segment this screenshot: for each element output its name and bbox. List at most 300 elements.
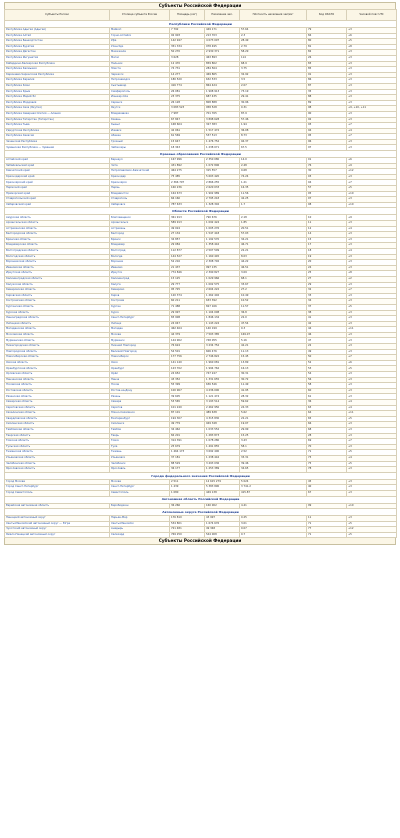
capital-name[interactable]: Ульяновск (110, 455, 170, 461)
timezone-value: +3 (347, 299, 397, 305)
timezone-value: +3 (347, 422, 397, 428)
subject-name[interactable]: Пензенская область (5, 377, 110, 383)
subject-name[interactable]: Воронежская область (5, 260, 110, 266)
okato-code: 71 (307, 450, 347, 456)
subject-name[interactable]: Калининградская область (5, 276, 110, 282)
area-value: 721 481 (170, 527, 205, 533)
population-value: 1 078 280 (205, 439, 240, 445)
capital-name[interactable]: Нижний Новгород (110, 344, 170, 350)
capital-name[interactable]: Улан-Удэ (110, 44, 170, 50)
density-value: 57.64 (240, 28, 307, 34)
okato-code: 89 (307, 100, 347, 106)
subject-name[interactable]: Краснодарский край (5, 174, 110, 180)
timezone-value: +3 (347, 433, 397, 439)
capital-name[interactable]: Саранск (110, 100, 170, 106)
population-value: 537 513 (205, 134, 240, 140)
subject-name[interactable]: Ханты-Мансийский автономный округ — Югра (5, 521, 110, 527)
column-header-population[interactable]: Население чел. (205, 10, 240, 21)
capital-name[interactable]: Екатеринбург (110, 416, 170, 422)
section-heading[interactable]: Краевые образования Российской Федерации (5, 151, 397, 158)
capital-name[interactable]: Ярославль (110, 467, 170, 473)
capital-name[interactable]: Саратов (110, 405, 170, 411)
capital-name[interactable]: Омск (110, 360, 170, 366)
timezone-value: +3 (347, 139, 397, 145)
population-value: 327 383 (205, 123, 240, 129)
subject-name[interactable]: Вологодская область (5, 254, 110, 260)
capital-name[interactable]: Санкт-Петербург (110, 316, 170, 322)
subject-name[interactable]: Костромская область (5, 299, 110, 305)
capital-name[interactable]: Волгоград (110, 248, 170, 254)
section-heading-row (5, 151, 397, 158)
subject-name[interactable]: Республика Карелия (5, 78, 110, 84)
area-value: 18 343 (170, 145, 205, 151)
capital-name[interactable]: Санкт-Петербург (110, 485, 170, 491)
area-value: 84 201 (170, 433, 205, 439)
capital-name[interactable]: Ханты-Мансийск (110, 521, 170, 527)
capital-name[interactable]: Грозный (110, 139, 170, 145)
capital-name[interactable]: Кострома (110, 299, 170, 305)
density-value: 33.31 (240, 455, 307, 461)
capital-name[interactable]: Чебоксары (110, 145, 170, 151)
density-value: 1.94 (240, 123, 307, 129)
area-value: 23 375 (170, 95, 205, 101)
subject-name[interactable]: Красноярский край (5, 180, 110, 186)
timezone-value: +10 (347, 202, 397, 208)
capital-name[interactable]: Иркутск (110, 271, 170, 277)
capital-name[interactable]: Смоленск (110, 422, 170, 428)
capital-name[interactable]: Ставрополь (110, 197, 170, 203)
capital-name[interactable]: Москва (110, 332, 170, 338)
subject-name[interactable]: Рязанская область (5, 394, 110, 400)
area-value: 774 846 (170, 271, 205, 277)
capital-name[interactable]: Горно-Алтайск (110, 33, 170, 39)
subject-name[interactable]: Челябинская область (5, 461, 110, 467)
subject-name[interactable]: Амурская область (5, 215, 110, 221)
okato-code: 05 (307, 191, 347, 197)
subject-name[interactable]: Республика Саха (Якутия) (5, 106, 110, 112)
capital-name[interactable]: Петрозаводск (110, 78, 170, 84)
area-value: 43 352 (170, 377, 205, 383)
capital-name[interactable]: Владимир (110, 243, 170, 249)
timezone-value: +9, +10, +11 (347, 106, 397, 112)
density-value: 3.01 (240, 521, 307, 527)
okato-code: 01 (307, 158, 347, 164)
capital-name[interactable]: Пенза (110, 377, 170, 383)
subject-name[interactable]: Новосибирская область (5, 355, 110, 361)
subject-name[interactable]: Саратовская область (5, 405, 110, 411)
subject-name[interactable]: Орловская область (5, 372, 110, 378)
capital-name[interactable]: Красноярск (110, 180, 170, 186)
area-value: 42 061 (170, 128, 205, 134)
subject-name[interactable]: Республика Мордовия (5, 100, 110, 106)
subject-name[interactable]: Кабардино-Балкарская Республика (5, 61, 110, 67)
capital-name[interactable]: Биробиджан (110, 503, 170, 509)
subject-name[interactable]: Магаданская область (5, 327, 110, 333)
subject-name[interactable]: Самарская область (5, 400, 110, 406)
capital-name[interactable]: Кемерово (110, 288, 170, 294)
okato-code: 19 (307, 254, 347, 260)
subject-name[interactable]: Липецкая область (5, 321, 110, 327)
subject-name[interactable]: Курганская область (5, 304, 110, 310)
population-value: 747 247 (205, 372, 240, 378)
subject-name[interactable]: Приморский край (5, 191, 110, 197)
density-value: 46.71 (240, 243, 307, 249)
timezone-value: +5 (347, 450, 397, 456)
subject-name[interactable]: Белгородская область (5, 232, 110, 238)
capital-name[interactable]: Калуга (110, 282, 170, 288)
capital-name[interactable]: Севастополь (110, 490, 170, 496)
population-value: 748 055 (205, 338, 240, 344)
capital-name[interactable]: Уфа (110, 39, 170, 45)
section-heading[interactable]: Автономная область Российской Федерации (5, 496, 397, 503)
okato-code: 42 (307, 321, 347, 327)
subject-name[interactable]: Кировская область (5, 293, 110, 299)
capital-name[interactable]: Пермь (110, 186, 170, 192)
density-value: 22.21 (240, 416, 307, 422)
area-value: 180 520 (170, 78, 205, 84)
density-value: 14.0 (240, 158, 307, 164)
okato-code: 94 (307, 128, 347, 134)
subject-name[interactable]: Тюменская область (5, 450, 110, 456)
subject-name[interactable]: Еврейская автономная область (5, 503, 110, 509)
area-value: 53 565 (170, 400, 205, 406)
capital-name[interactable]: Благовещенск (110, 215, 170, 221)
capital-name[interactable]: Чита (110, 163, 170, 169)
capital-name[interactable]: Элиста (110, 67, 170, 73)
okato-code: 53 (307, 366, 347, 372)
area-value: 1 464 173 (170, 450, 205, 456)
subject-name[interactable]: Город Севастополь (5, 490, 110, 496)
capital-name[interactable]: Майкоп (110, 28, 170, 34)
okato-code: 20 (307, 260, 347, 266)
area-value: 462 464 (170, 327, 205, 333)
timezone-value: +3 (347, 83, 397, 89)
subject-name[interactable]: Оренбургская область (5, 366, 110, 372)
area-value: 34 857 (170, 237, 205, 243)
okato-code: 93 (307, 123, 347, 129)
capital-name[interactable]: Якутск (110, 106, 170, 112)
subject-name[interactable]: Владимирская область (5, 243, 110, 249)
subject-name[interactable]: Республика Марий Эл (5, 95, 110, 101)
column-header-area[interactable]: Площадь (км²) (170, 10, 205, 21)
density-value: 13.89 (240, 360, 307, 366)
subject-name[interactable]: Камчатский край (5, 169, 110, 175)
subject-name[interactable]: Волгоградская область (5, 248, 110, 254)
subject-name[interactable]: Ивановская область (5, 265, 110, 271)
okato-code: 75 (307, 461, 347, 467)
section-heading[interactable]: Города федерального значения Российской Федерации (5, 472, 397, 479)
density-value: 4.41 (240, 503, 307, 509)
okato-code: 22 (307, 344, 347, 350)
population-value: 701 765 (205, 111, 240, 117)
okato-code: 66 (307, 422, 347, 428)
capital-name[interactable]: Петропавловск-Камчатский (110, 169, 170, 175)
density-value: 47.54 (240, 321, 307, 327)
column-header-capital[interactable]: Столица субъекта России (110, 10, 170, 21)
timezone-value: +4 (347, 226, 397, 232)
capital-name[interactable]: Магадан (110, 327, 170, 333)
subject-name[interactable]: Нижегородская область (5, 344, 110, 350)
capital-name[interactable]: Курск (110, 310, 170, 316)
subject-name[interactable]: Архангельская область (5, 221, 110, 227)
table-row (5, 532, 397, 538)
area-value: 92 903 (170, 33, 205, 39)
okato-code: 47 (307, 338, 347, 344)
capital-name[interactable]: Архангельск (110, 221, 170, 227)
timezone-value: +8 (347, 44, 397, 50)
capital-name[interactable]: Калининград (110, 276, 170, 282)
subject-name[interactable]: Республика Бурятия (5, 44, 110, 50)
okato-code: 44 (307, 327, 347, 333)
area-value: 24 047 (170, 321, 205, 327)
area-value: 75 485 (170, 174, 205, 180)
density-value: 2.18 (240, 215, 307, 221)
population-value: 449 138 (205, 490, 240, 496)
capital-name[interactable]: Астрахань (110, 226, 170, 232)
timezone-value: +3 (347, 232, 397, 238)
capital-name[interactable]: Иваново (110, 265, 170, 271)
capital-name[interactable]: Владивосток (110, 191, 170, 197)
subject-name[interactable]: Республика Ингушетия (5, 55, 110, 61)
density-value: 30.31 (240, 372, 307, 378)
population-value: 2 462 950 (205, 405, 240, 411)
subject-name[interactable]: Калужская область (5, 282, 110, 288)
subject-name[interactable]: Город Санкт-Петербург (5, 485, 110, 491)
population-value: 1 002 575 (205, 282, 240, 288)
population-value: 284 564 (205, 67, 240, 73)
subject-name[interactable]: Республика Коми (5, 83, 110, 89)
capital-name[interactable]: Рязань (110, 394, 170, 400)
area-value: 361 913 (170, 215, 205, 221)
subject-name[interactable]: Мурманская область (5, 338, 110, 344)
capital-name[interactable]: Оренбург (110, 366, 170, 372)
capital-name[interactable]: Липецк (110, 321, 170, 327)
area-value: 2 366 797 (170, 180, 205, 186)
timezone-value: +3 (347, 260, 397, 266)
capital-name[interactable]: Симферополь (110, 89, 170, 95)
subject-name[interactable]: Республика Алтай (5, 33, 110, 39)
subject-name[interactable]: Республика Хакасия (5, 134, 110, 140)
column-header-timezone[interactable]: Часовой пояс UTC (347, 10, 397, 21)
okato-code: 11 (307, 516, 347, 522)
subject-name[interactable]: Республика Северная Осетия — Алания (5, 111, 110, 117)
capital-name[interactable]: Томск (110, 439, 170, 445)
subject-name[interactable]: Брянская область (5, 237, 110, 243)
column-header-subject[interactable]: Субъекты России (5, 10, 110, 21)
column-header-density[interactable]: Плотность населения чел/км² (240, 10, 307, 21)
subject-name[interactable]: Чеченская Республика (5, 139, 110, 145)
okato-code: 90 (307, 111, 347, 117)
subject-name[interactable]: Республика Башкортостан (5, 39, 110, 45)
capital-name[interactable]: Нарьян-Мар (110, 516, 170, 522)
population-value: 3 234 752 (205, 344, 240, 350)
subject-name[interactable]: Хабаровский край (5, 202, 110, 208)
capital-name[interactable]: Великий Новгород (110, 349, 170, 355)
capital-name[interactable]: Анадырь (110, 527, 170, 533)
section-heading[interactable]: Автономные округа Российской Федерации (5, 509, 397, 516)
capital-name[interactable]: Магас (110, 55, 170, 61)
subject-name[interactable]: Ульяновская область (5, 455, 110, 461)
area-value: 44 379 (170, 332, 205, 338)
subject-name[interactable]: Ненецкий автономный округ (5, 516, 110, 522)
subject-name[interactable]: Ямало-Ненецкий автономный округ (5, 532, 110, 538)
density-value: 114 (240, 55, 307, 61)
density-value: 415.87 (240, 490, 307, 496)
area-value: 74 731 (170, 67, 205, 73)
capital-name[interactable]: Йошкар-Ола (110, 95, 170, 101)
population-value: 2 390 827 (205, 271, 240, 277)
subject-name[interactable]: Томская область (5, 439, 110, 445)
timezone-value: +3 (347, 145, 397, 151)
subject-name[interactable]: Алтайский край (5, 158, 110, 164)
density-value: 20.51 (240, 226, 307, 232)
subject-name[interactable]: Республика Крым (5, 89, 110, 95)
population-value: 1 908 913 (205, 89, 240, 95)
population-value: 1 253 389 (205, 467, 240, 473)
subject-name[interactable]: Республика Татарстан (Татарстан) (5, 117, 110, 123)
subject-name[interactable]: Иркутская область (5, 271, 110, 277)
density-value: 1.21 (240, 180, 307, 186)
area-value: 61 569 (170, 134, 205, 140)
subject-name[interactable]: Тверская область (5, 433, 110, 439)
capital-name[interactable]: Нальчик (110, 61, 170, 67)
area-value: 29 777 (170, 282, 205, 288)
subject-name[interactable]: Республика Дагестан (5, 50, 110, 56)
capital-name[interactable]: Салехард (110, 532, 170, 538)
population-value: 1 262 402 (205, 293, 240, 299)
capital-name[interactable]: Тверь (110, 433, 170, 439)
capital-name[interactable]: Махачкала (110, 50, 170, 56)
timezone-value: +3 (347, 349, 397, 355)
subject-name[interactable]: Омская область (5, 360, 110, 366)
capital-name[interactable]: Новосибирск (110, 355, 170, 361)
area-value: 194 307 (170, 416, 205, 422)
capital-name[interactable]: Вологда (110, 254, 170, 260)
okato-code: 88 (307, 95, 347, 101)
population-value: 12 615 279 (205, 479, 240, 485)
capital-name[interactable]: Белгород (110, 232, 170, 238)
timezone-value: +12 (347, 527, 397, 533)
section-heading[interactable]: Республики Российской Федерации (5, 21, 397, 28)
capital-name[interactable]: Тюмень (110, 450, 170, 456)
density-value: 15.45 (240, 355, 307, 361)
subject-name[interactable]: Тамбовская область (5, 427, 110, 433)
timezone-value: +3 (347, 377, 397, 383)
area-value: 164 673 (170, 191, 205, 197)
capital-name[interactable]: Ижевск (110, 128, 170, 134)
subject-name[interactable]: Астраханская область (5, 226, 110, 232)
area-value: 39 605 (170, 394, 205, 400)
subject-name[interactable]: Республика Калмыкия (5, 67, 110, 73)
subject-name[interactable]: Забайкальский край (5, 163, 110, 169)
subject-name[interactable]: Удмуртская Республика (5, 128, 110, 134)
capital-name[interactable]: Мурманск (110, 338, 170, 344)
subject-name[interactable]: Тульская область (5, 444, 110, 450)
subject-name[interactable]: Республика Адыгея (Адыгея) (5, 28, 110, 34)
density-value: 22.0 (240, 316, 307, 322)
capital-name[interactable]: Самара (110, 400, 170, 406)
timezone-value: +3 (347, 372, 397, 378)
capital-name[interactable]: Москва (110, 479, 170, 485)
capital-name[interactable]: Казань (110, 117, 170, 123)
capital-name[interactable]: Воронеж (110, 260, 170, 266)
subject-name[interactable]: Свердловская область (5, 416, 110, 422)
subject-name[interactable]: Республика Тыва (5, 123, 110, 129)
subject-name[interactable]: Смоленская область (5, 422, 110, 428)
capital-name[interactable]: Хабаровск (110, 202, 170, 208)
okato-code: 30 (307, 169, 347, 175)
subject-name[interactable]: Город Москва (5, 479, 110, 485)
capital-name[interactable]: Южно-Сахалинск (110, 411, 170, 417)
capital-name[interactable]: Псков (110, 383, 170, 389)
population-value: 43 997 (205, 516, 240, 522)
subject-name[interactable]: Сахалинская область (5, 411, 110, 417)
section-heading[interactable]: Области Российской Федерации (5, 208, 397, 215)
area-value: 167 996 (170, 158, 205, 164)
capital-name[interactable]: Краснодар (110, 174, 170, 180)
subject-name[interactable]: Новгородская область (5, 349, 110, 355)
area-value: 36 266 (170, 503, 205, 509)
capital-name[interactable]: Брянск (110, 237, 170, 243)
timezone-value: +5 (347, 186, 397, 192)
capital-name[interactable]: Абакан (110, 134, 170, 140)
capital-name[interactable]: Тамбов (110, 427, 170, 433)
okato-code: 32 (307, 288, 347, 294)
capital-name[interactable]: Челябинск (110, 461, 170, 467)
area-value: 55 399 (170, 383, 205, 389)
okato-code: 27 (307, 276, 347, 282)
capital-name[interactable]: Тула (110, 444, 170, 450)
density-value: 11.13 (240, 349, 307, 355)
subject-name[interactable]: Ставропольский край (5, 197, 110, 203)
density-value: 58.1 (240, 444, 307, 450)
population-value: 213 703 (205, 33, 240, 39)
column-header-okato[interactable]: Код ОКАТО (307, 10, 347, 21)
capital-name[interactable]: Барнаул (110, 158, 170, 164)
subject-name[interactable]: Карачаево-Черкесская Республика (5, 72, 110, 78)
subject-name[interactable]: Ростовская область (5, 388, 110, 394)
capital-name[interactable]: Владикавказ (110, 111, 170, 117)
subject-name[interactable]: Пермский край (5, 186, 110, 192)
capital-name[interactable]: Сыктывкар (110, 83, 170, 89)
capital-name[interactable]: Курган (110, 304, 170, 310)
density-value: 5.62 (240, 411, 307, 417)
area-value: 464 275 (170, 169, 205, 175)
okato-code: 18 (307, 248, 347, 254)
area-value: 3 083 523 (170, 106, 205, 112)
subject-name[interactable]: Ленинградская область (5, 316, 110, 322)
capital-name[interactable]: Орёл (110, 372, 170, 378)
capital-name[interactable]: Киров (110, 293, 170, 299)
capital-name[interactable]: Ростов-на-Дону (110, 388, 170, 394)
subject-name[interactable]: Московская область (5, 332, 110, 338)
okato-code: 25 (307, 271, 347, 277)
subject-name[interactable]: Кемеровская область (5, 288, 110, 294)
timezone-value: +4 (347, 248, 397, 254)
subject-name[interactable]: Чукотский автономный округ (5, 527, 110, 533)
subject-name[interactable]: Ярославская область (5, 467, 110, 473)
subject-name[interactable]: Чувашская Республика — Чувашия (5, 145, 110, 151)
timezone-value: +5 (347, 304, 397, 310)
capital-name[interactable]: Кызыл (110, 123, 170, 129)
okato-code: 04 (307, 180, 347, 186)
capital-name[interactable]: Черкесск (110, 72, 170, 78)
timezone-value: +3 (347, 310, 397, 316)
subject-name[interactable]: Псковская область (5, 383, 110, 389)
header-row (5, 10, 397, 21)
density-value: 22.21 (240, 248, 307, 254)
subject-name[interactable]: Курская область (5, 310, 110, 316)
